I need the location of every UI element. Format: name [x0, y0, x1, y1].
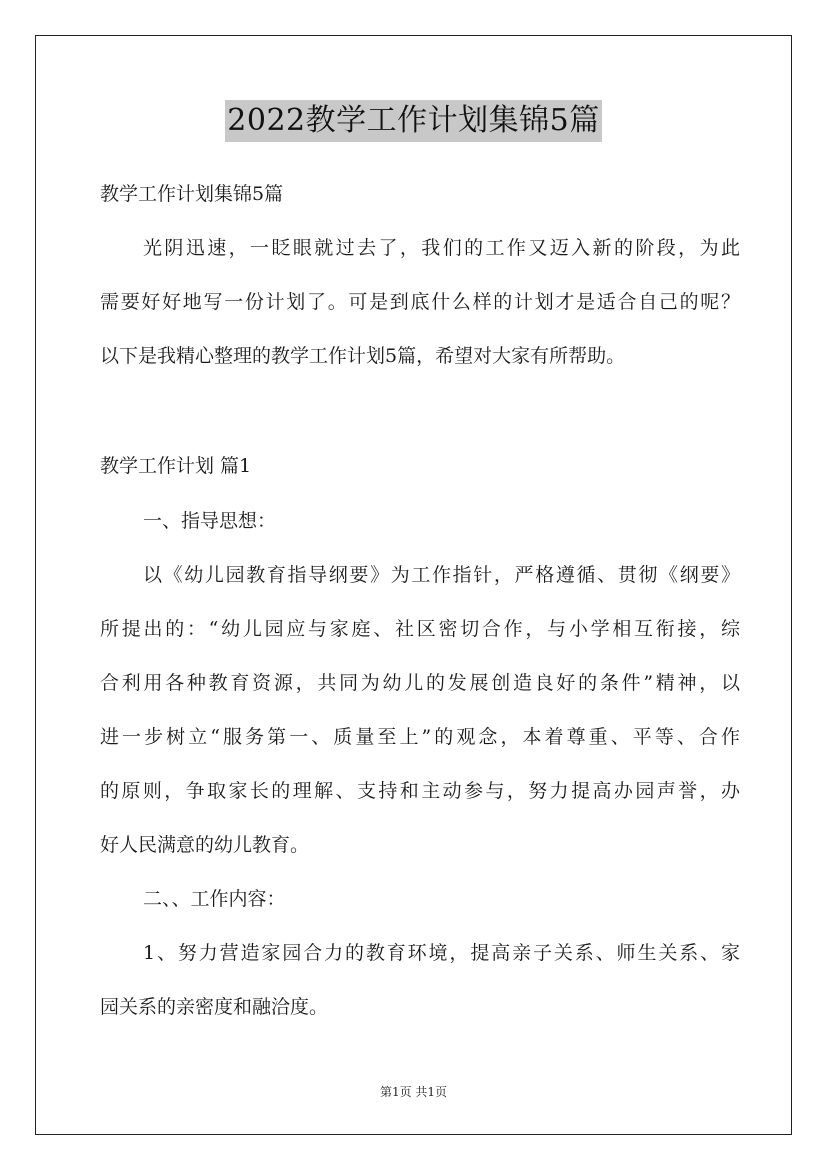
- subtitle: 教学工作计划集锦5篇: [100, 183, 284, 205]
- guiding-line-1: 以《幼儿园教育指导纲要》为工作指针，严格遵循、贯彻《纲要》: [143, 564, 740, 586]
- intro-line-2: 需要好好地写一份计划了。可是到底什么样的计划才是适合自己的呢？: [100, 291, 740, 313]
- title-container: [0, 100, 827, 142]
- guiding-line-4: 进一步树立“服务第一、质量至上”的观念，本着尊重、平等、合作: [100, 726, 740, 748]
- guiding-line-6: 好人民满意的幼儿教育。: [100, 834, 310, 856]
- guiding-line-2: 所提出的：“幼儿园应与家庭、社区密切合作，与小学相互衔接，综: [100, 618, 740, 640]
- intro-line-1: 光阴迅速，一眨眼就过去了，我们的工作又迈入新的阶段，为此: [143, 237, 740, 259]
- guiding-heading: 一、指导思想：: [143, 510, 277, 532]
- item1-line-2: 园关系的亲密度和融洽度。: [100, 996, 329, 1018]
- document-title: 2022教学工作计划集锦5篇: [225, 100, 601, 142]
- content-heading: 二、、工作内容：: [143, 888, 286, 910]
- intro-line-3: 以下是我精心整理的教学工作计划5篇，希望对大家有所帮助。: [100, 345, 626, 367]
- guiding-line-3: 合利用各种教育资源，共同为幼儿的发展创造良好的条件”精神，以: [100, 672, 740, 694]
- item1-line-1: 1、努力营造家园合力的教育环境，提高亲子关系、师生关系、家: [143, 942, 740, 964]
- page-footer: 第1页 共1页: [379, 1085, 448, 1099]
- guiding-line-5: 的原则，争取家长的理解、支持和主动参与，努力提高办园声誉，办: [100, 780, 740, 802]
- section-heading: 教学工作计划 篇1: [100, 455, 252, 477]
